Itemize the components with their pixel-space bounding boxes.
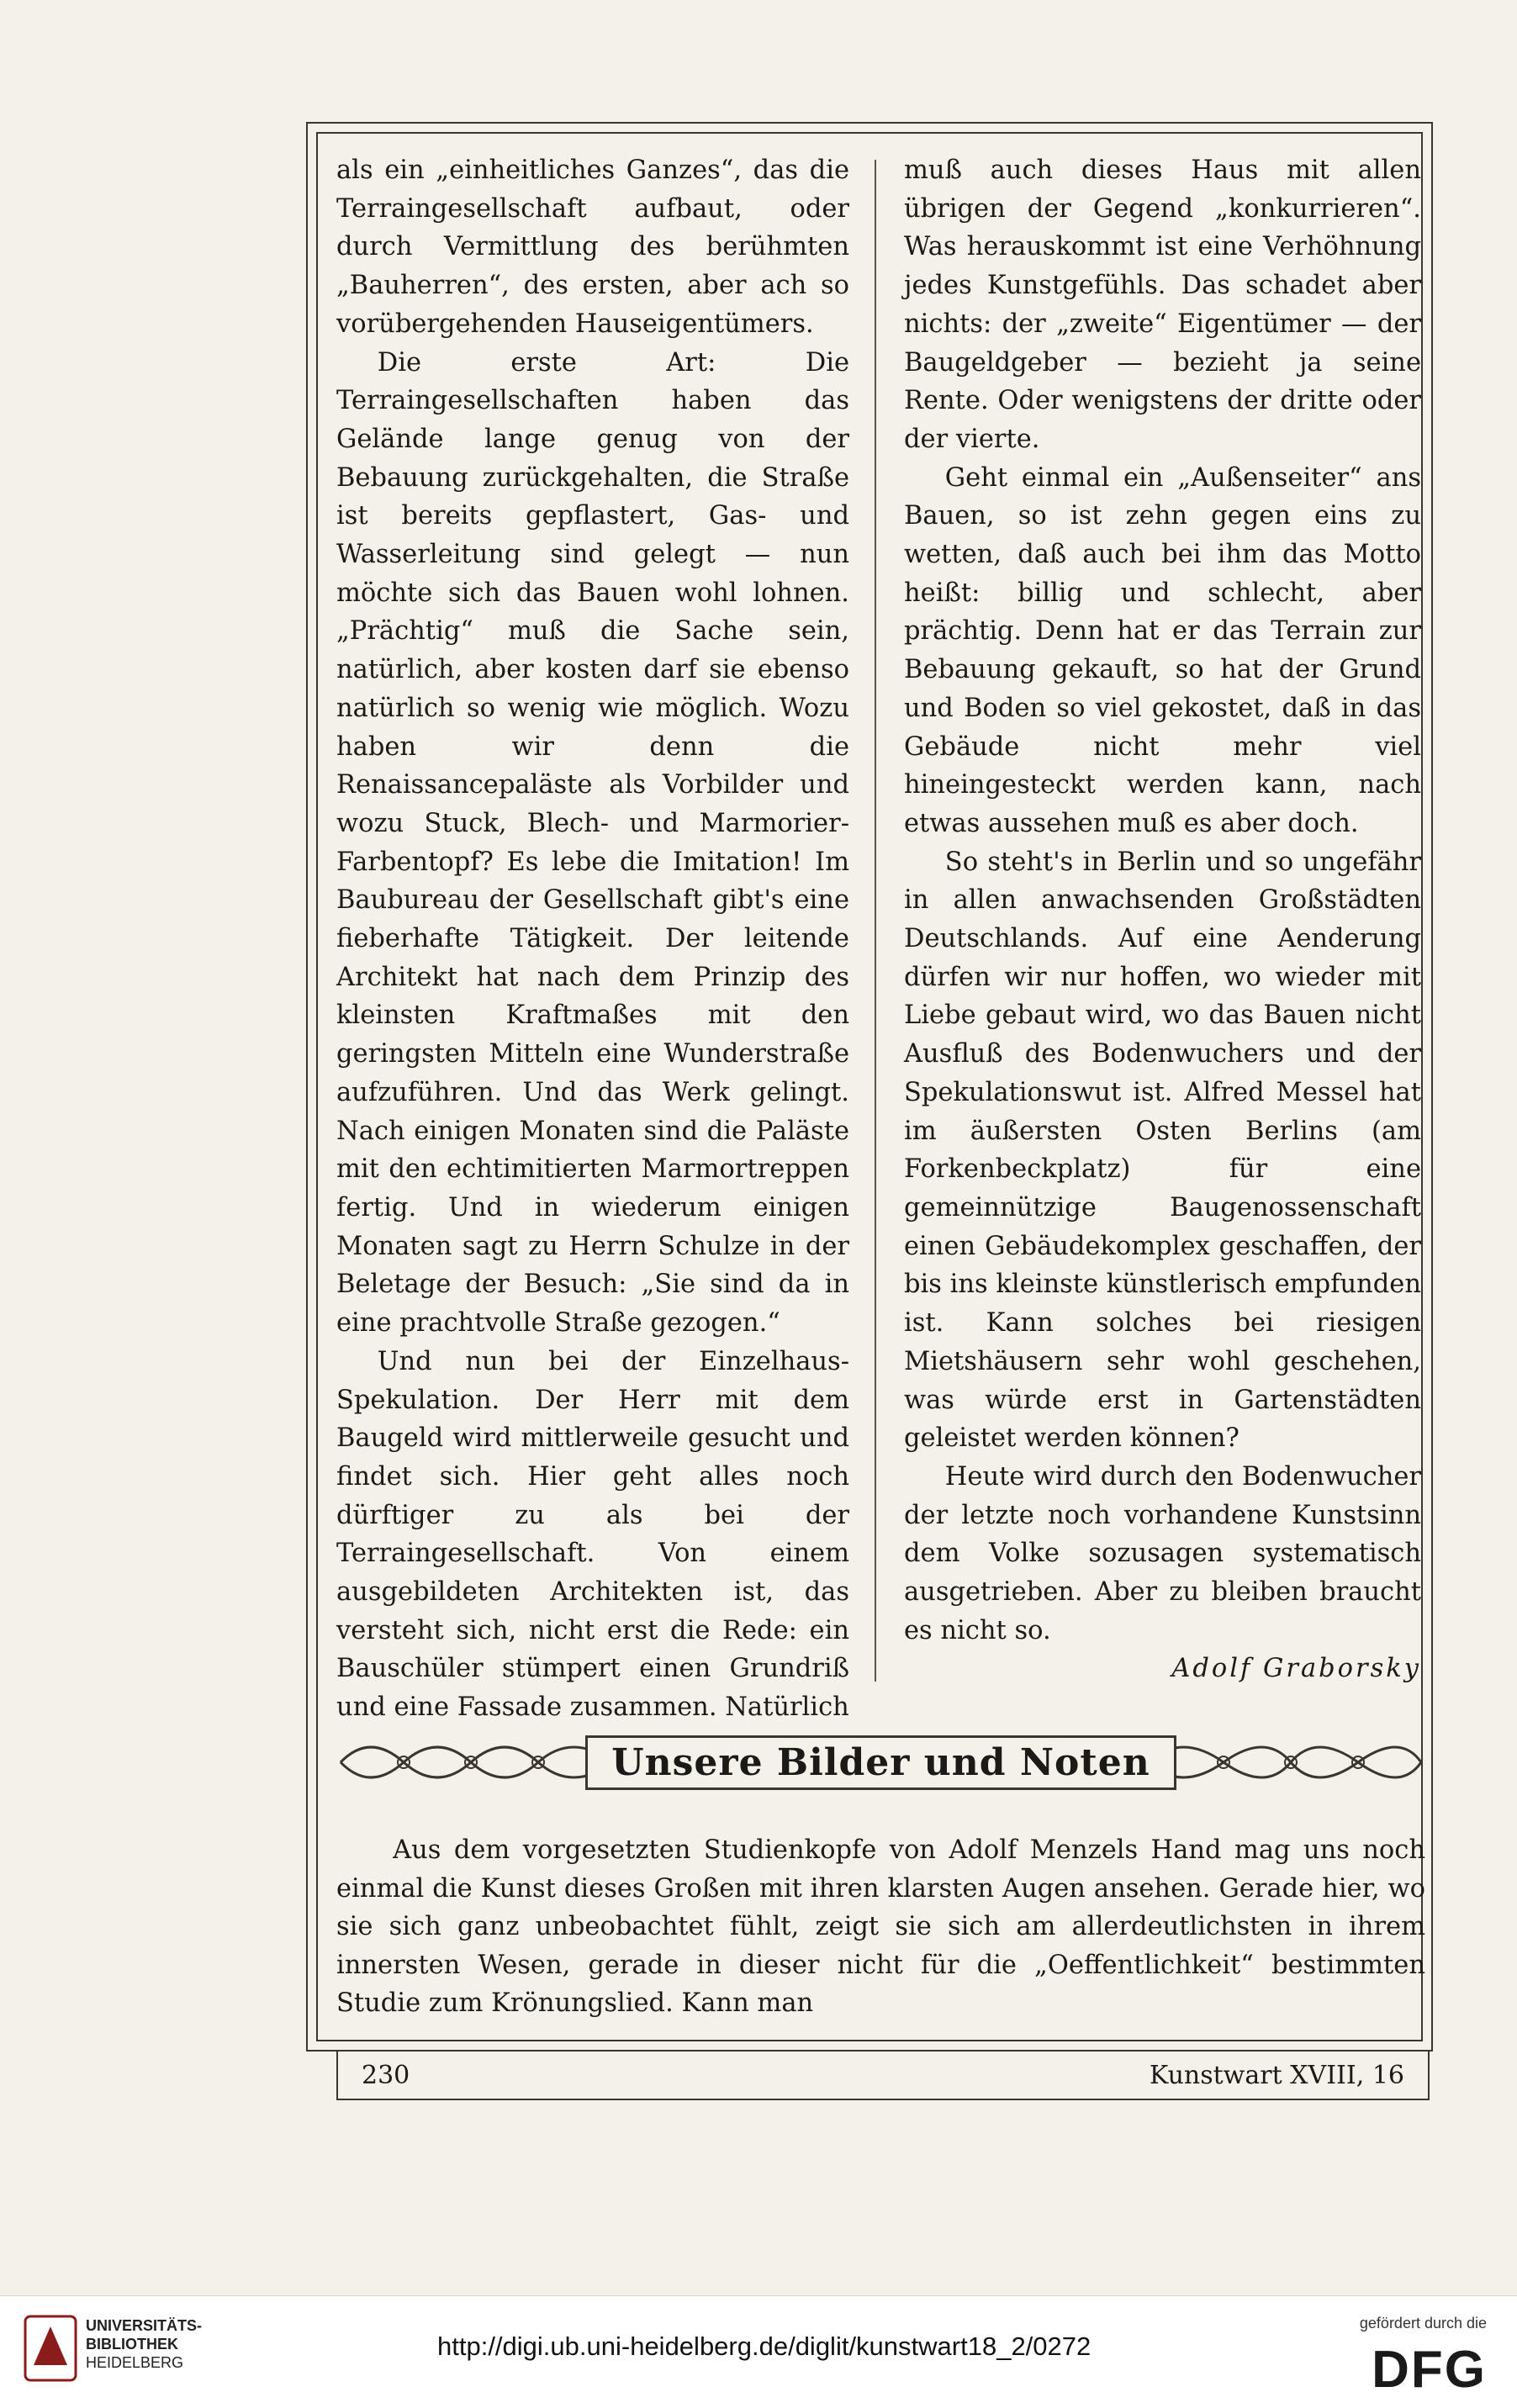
- section-banner: [336, 1724, 1425, 1801]
- dfg-logo: DFG: [1372, 2341, 1487, 2399]
- ornament-right-icon: [1148, 1724, 1425, 1801]
- page-number: 230: [362, 2060, 410, 2090]
- paragraph: Und nun bei der Einzelhaus-Spekulation. Der Herr mit dem Baugeld wird mittlerweile gesucht und findet sich. Hier geht alles noch dürftiger zu als bei der Terraingesellschaft. Von einem ausgebildeten Architekten ist, das versteht sich, nicht erst die Rede: ein Bauschüler stümpert einen Grundriß und eine Fassade zusammen. Natürlich: [336, 1346, 849, 1723]
- institution-line: UNIVERSITÄTS-: [86, 2317, 203, 2334]
- digitization-bar: [0, 2295, 1517, 2408]
- institution-name: [86, 2316, 202, 2372]
- university-seal-icon: [24, 2315, 77, 2382]
- section-body: [336, 1831, 1425, 2023]
- ornament-left-icon: [336, 1724, 614, 1801]
- left-text-column: [336, 151, 849, 1727]
- institution-line: BIBLIOTHEK: [86, 2336, 178, 2353]
- source-url-link[interactable]: http://digi.ub.uni-heidelberg.de/diglit/kunstwart18_2/0272: [437, 2331, 1092, 2361]
- paragraph: Aus dem vorgesetzten Studienkopfe von Adolf Menzels Hand mag uns noch einmal die Kunst dieses Großen mit ihren klarsten Augen ansehen. Gerade hier, wo sie sich ganz unbeobachtet fühlt, zeigt sie sich am allerdeutlichsten in ihrem innersten Wesen, gerade in dieser nicht für die „Oeffentlichkeit“ bestimmten Studie zum Krönungslied. Kann man: [336, 1835, 1425, 2018]
- institution-line: HEIDELBERG: [86, 2354, 184, 2371]
- section-title: Unsere Bilder und Noten: [585, 1735, 1176, 1790]
- paragraph: So steht's in Berlin und so ungefähr in allen anwachsenden Großstädten Deutschlands. Auf eine Aenderung dürfen wir nur hoffen, wo wieder mit Liebe gebaut wird, wo das Bauen nicht Ausfluß des Bodenwuchers und der Spekulationswut ist. Alfred Messel hat im äußersten Osten Berlins (am Forkenbeckplatz) für eine gemeinnützige Baugenossenschaft einen Gebäudekomplex geschaffen, der bis ins kleinste künstlerisch empfunden ist. Kann solches bei riesigen Mietshäusern sehr wohl geschehen, was würde erst in Gartenstädten geleistet werden können?: [904, 847, 1421, 1454]
- author-signature: Adolf Graborsky: [1171, 1654, 1421, 1684]
- journal-issue: Kunstwart XVIII, 16: [1149, 2060, 1404, 2090]
- paragraph: Heute wird durch den Bodenwucher der letzte noch vorhandene Kunstsinn dem Volke sozusagen systematisch ausgetrieben. Aber zu bleiben braucht es nicht so.: [904, 1461, 1421, 1645]
- right-text-column: [904, 151, 1421, 1688]
- page-footer: [336, 2052, 1430, 2100]
- paragraph: als ein „einheitliches Ganzes“, das die Terraingesellschaft aufbaut, oder durch Vermittlung des berühmten „Bauherren“, des ersten, aber ach so vorübergehenden Hauseigentümers.: [336, 156, 849, 339]
- paragraph: Geht einmal ein „Außenseiter“ ans Bauen, so ist zehn gegen eins zu wetten, daß auch bei ihm das Motto heißt: billig und schlecht, aber prächtig. Denn hat er das Terrain zur Bebauung gekauft, so hat der Grund und Boden so viel gekostet, daß in das Gebäude nicht mehr viel hineingesteckt werden kann, nach etwas aussehen muß es aber doch.: [904, 462, 1421, 838]
- funding-note: gefördert durch die: [1359, 2315, 1487, 2331]
- paragraph: Die erste Art: Die Terraingesellschaften haben das Gelände lange genug von der Bebauung zurückgehalten, die Straße ist bereits gepflastert, Gas- und Wasserleitung sind gelegt — nun möchte sich das Bauen wohl lohnen. „Prächtig“ muß die Sache sein, natürlich, aber kosten darf sie ebenso natürlich so wenig wie möglich. Wozu haben wir denn die Renaissancepaläste als Vorbilder und wozu Stuck, Blech- und Marmorier-Farbentopf? Es lebe die Imitation! Im Baubureau der Gesellschaft gibt's eine fieberhafte Tätigkeit. Der leitende Architekt hat nach dem Prinzip des kleinsten Kraftmaßes mit den geringsten Mitteln eine Wunderstraße aufzuführen. Und das Werk gelingt. Nach einigen Monaten sind die Paläste mit den echtimitierten Marmortreppen fertig. Und in wiederum einigen Monaten sagt zu Herrn Schulze in der Beletage der Besuch: „Sie sind da in eine prachtvolle Straße gezogen.“: [336, 347, 849, 1339]
- column-divider: [875, 160, 876, 1682]
- paragraph: muß auch dieses Haus mit allen übrigen der Gegend „konkurrieren“. Was herauskommt ist eine Verhöhnung jedes Kunstgefühls. Das schadet aber nichts: der „zweite“ Eigentümer — der Baugeldgeber — bezieht ja seine Rente. Oder wenigstens der dritte oder der vierte.: [904, 156, 1421, 454]
